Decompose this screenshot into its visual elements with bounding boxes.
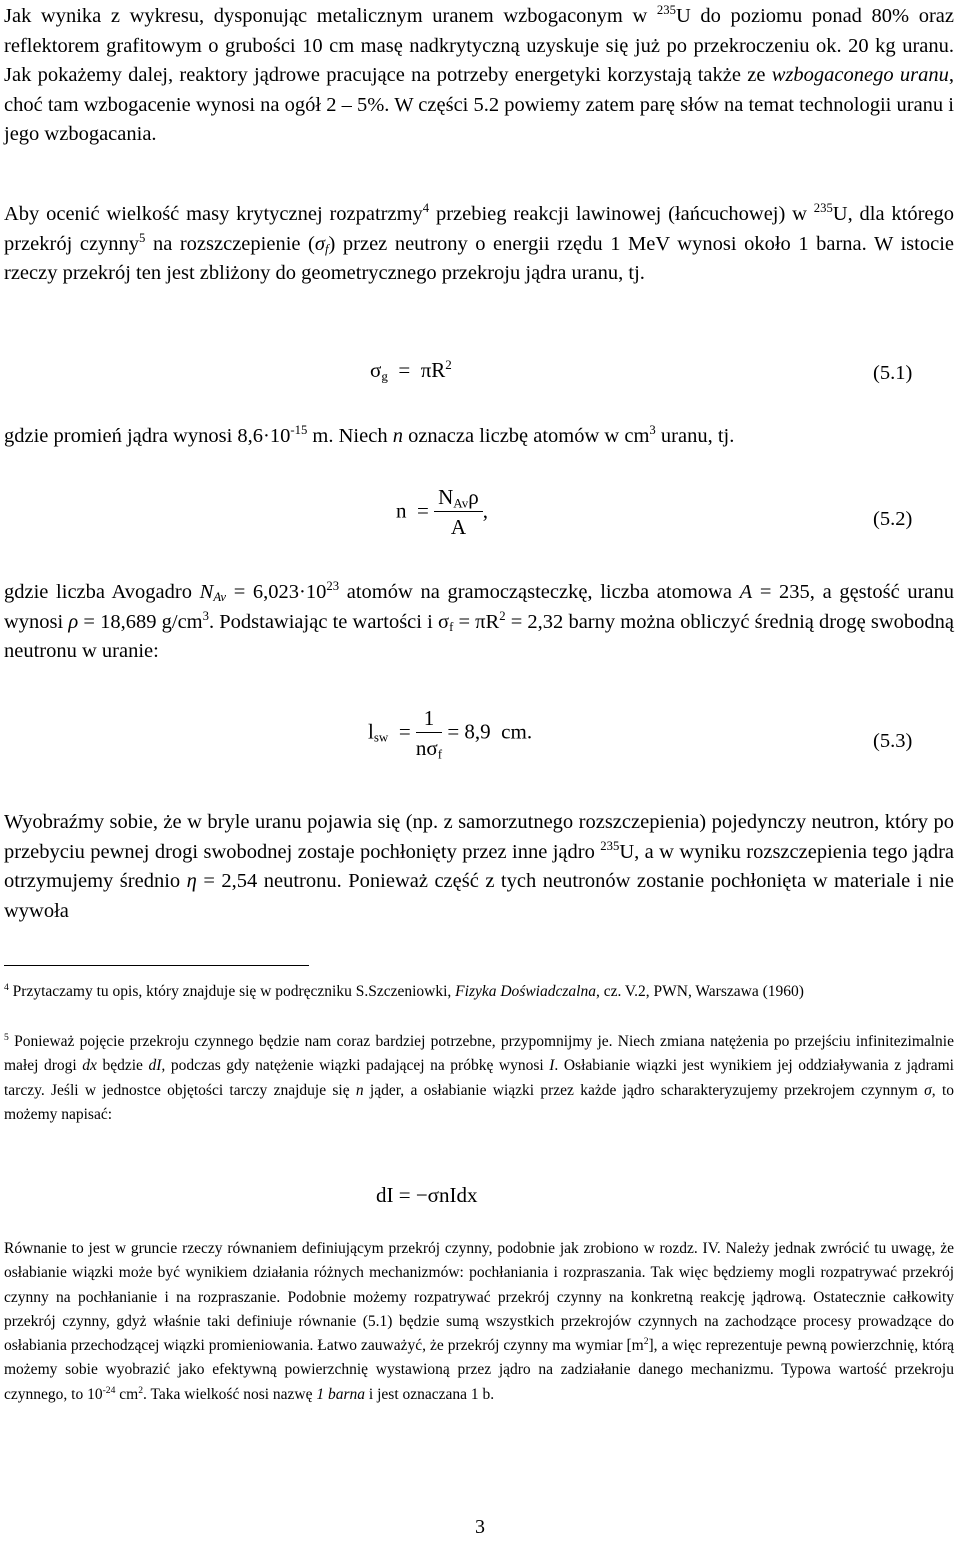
text-run: atomów na gramocząsteczkę, liczba atomowa (339, 581, 740, 603)
footnote-ref-4: 4 (422, 201, 430, 216)
text-run: gdzie liczba Avogadro (4, 581, 200, 603)
equation-number: (5.3) (873, 730, 913, 752)
fraction-denominator (415, 733, 443, 762)
text-run: , choć tam wzbogacenie wynosi na ogół 2 – 5%. W części 5.2 powiemy zatem parę słów na temat technologii uranu i jego wzbogacania. (4, 64, 955, 145)
footnote-separator (4, 965, 309, 966)
eq-subscript: f (437, 746, 443, 762)
text-run: ], a więc reprezentuje pewną powierzchnię, którą możemy sobie wyobrazić jako efektywną powierzchnię wystawioną przez jądro na zadziałanie danego mechanizmu. Typowa wartość przekroju czynnego, to 10 (4, 1337, 954, 1403)
footnote-marker: 4 (4, 982, 9, 994)
text-run: podczas gdy natężenie wiązki padającej na próbkę wynosi (165, 1057, 550, 1075)
variable-n: n (355, 1081, 364, 1099)
footnote-4 (4, 980, 954, 1004)
eq-value: 8,9 (464, 719, 491, 744)
variable-n: n (392, 425, 403, 447)
fraction-denominator: A (450, 515, 466, 539)
superscript: 235 (656, 3, 676, 18)
text-run: U, a w wyniku rozszczepienia tego jądra otrzymujemy średnio (4, 840, 954, 892)
text-run: Aby ocenić wielkość masy krytycznej rozpatrzmy (4, 203, 423, 225)
emphasis-text: wzbogaconego uranu (771, 64, 949, 86)
paragraph-critical-mass (4, 200, 954, 289)
superscript: 2 (643, 1336, 649, 1348)
text-run: U do poziomu ponad 80% oraz reflektorem grafitowym o grubości 10 cm masę nadkrytyczną uzyskuje się już po przekroczeniu ok. 20 kg uranu. Jak pokażemy dalej, reaktory jądrowe pracujące na potrzeby energetyki korzystają także ze (4, 5, 954, 86)
footnote-marker: 5 (4, 1032, 9, 1044)
eq-operator: = (398, 358, 411, 382)
superscript: 2 (138, 1384, 143, 1396)
text-run: gdzie promień jądra wynosi 8,6·10 (4, 425, 291, 447)
superscript: -15 (290, 423, 308, 438)
eq-operator: = (447, 719, 460, 744)
eq-symbol: σ (370, 358, 382, 382)
subscript: f (449, 619, 454, 634)
text-run: cm (115, 1385, 139, 1403)
superscript: 2 (499, 608, 506, 623)
footnote-5 (4, 1030, 954, 1127)
text-run: = 2,32 barny można obliczyć średnią drogę swobodną neutronu w uranie: (4, 610, 954, 662)
text-run: ) przez neutrony o energii rzędu 1 MeV wynosi około 1 barna. W istocie rzeczy przekrój ten jest zbliżony do geometrycznego przekroju jądra uranu, tj. (4, 232, 954, 284)
variable-rho: ρ (68, 610, 79, 633)
subscript: f (325, 241, 329, 256)
fraction-numerator (434, 487, 483, 512)
footnote-5-continued (4, 1237, 954, 1407)
sigma-symbol: σ (438, 610, 450, 633)
eq-subscript: g (381, 368, 388, 384)
text-run: = πR (453, 610, 500, 633)
subscript: Av (213, 590, 227, 605)
text-run: , cz. V.2, PWN, Warszawa (1960) (595, 983, 804, 1000)
text-run: Wyobraźmy sobie, że w bryle uranu pojawia się (np. z samorzutnego rozszczepienia) pojedynczy neutron, który po przebyciu pewnej drogi swobodnej zostaje pochłonięty przez inne jądro (4, 811, 954, 863)
superscript: 3 (649, 423, 656, 438)
emphasis-text: 1 barna (316, 1385, 366, 1403)
eq-symbol: l (368, 719, 374, 744)
text-run: Jak wynika z wykresu, dysponując metalicznym uranem wzbogaconym w (4, 5, 657, 27)
text-run: U, dla którego przekrój czynny (4, 203, 954, 255)
text-run: i jest oznaczana 1 b. (365, 1385, 495, 1403)
text-run: jąder, a osłabianie wiązki przez każde jądro scharakteryzujemy przekrojem czynnym (363, 1081, 925, 1099)
text-run: = 235, a gęstość uranu wynosi (4, 581, 955, 633)
superscript: 23 (326, 579, 340, 594)
equation-attenuation: dI = −σnIdx (376, 1183, 478, 1207)
equation-number: (5.1) (873, 362, 913, 384)
variable-a: A (739, 581, 753, 603)
equation-number: (5.2) (873, 508, 913, 530)
text-run: , to możemy napisać: (4, 1081, 955, 1123)
text-run: . Osłabianie wiązki jest wynikiem jej oddziaływania z jądrami tarczy. Jeśli w jednostce objętości tarczy znajduje się (4, 1057, 954, 1099)
text-run: = 18,689 g/cm (78, 610, 203, 633)
text-run: . Taka wielkość nosi nazwę (142, 1385, 317, 1403)
eq-symbol: N (438, 485, 454, 509)
sigma-symbol: σ (924, 1081, 932, 1099)
variable-di: dI, (148, 1057, 166, 1075)
text-run: Równanie to jest w gruncie rzeczy równaniem definiującym przekrój czynny, podobnie jak zrobiono w rozdz. IV. Należy jednak zwrócić tu uwagę, że osłabianie wiązki może być wynikiem działania różnych mechanizmów: pochłaniania i rozpraszania. Tak więc będziemy mogli rozpatrywać przekrój czynny na pochłanianie i na rozpraszanie. Podobnie możemy rozpatrywać przekrój czynny na konkretną reakcję jądrową. Ostatecznie całkowity przekrój czynny, gdyż właśnie taki definiuje równanie (5.1) będzie sumą wszystkich przekrojów czynnych na zachodzące procesy prowadzące do osłabiania przechodzącej wiązki promieniowania. Łatwo zauważyć, że przekrój czynny ma wymiar [m (4, 1240, 954, 1355)
eq-symbol: ρ (468, 485, 479, 509)
book-title: Fizyka Doświadczalna (455, 983, 596, 1000)
equation-5-2 (396, 487, 488, 538)
eq-symbol: πR (420, 358, 446, 382)
paragraph-avogadro (4, 578, 954, 667)
variable-i: I (549, 1057, 555, 1075)
superscript: 235 (813, 201, 833, 216)
paragraph-nucleus-radius (4, 422, 954, 452)
text-run: na rozszczepienie ( (145, 232, 315, 255)
text-run: Ponieważ pojęcie przekroju czynnego będzie nam coraz bardziej potrzebne, przypomnijmy je. Niech zmiana natężenia po przejściu infinitezimalnie małej drogi (4, 1033, 954, 1075)
eq-punctuation: , (482, 498, 488, 523)
eq-symbol: n (396, 498, 407, 523)
eq-operator: = (417, 498, 429, 523)
superscript: 235 (600, 838, 620, 853)
page-number: 3 (475, 1516, 485, 1538)
paragraph-intro (4, 2, 954, 150)
text-run: uranu, tj. (655, 425, 735, 447)
fraction (434, 487, 483, 538)
paragraph-chain-reaction (4, 808, 954, 926)
variable-dx: dx (82, 1057, 97, 1075)
text-run: Przytaczamy tu opis, który znajduje się w podręczniku S.Szczeniowki, (8, 983, 456, 1000)
equation-5-1 (370, 356, 452, 384)
fraction-numerator: 1 (416, 708, 442, 733)
text-run: przebieg reakcji lawinowej (łańcuchowej) w (429, 203, 814, 225)
sigma-symbol: σ (314, 232, 325, 255)
variable-n-av: N (199, 581, 214, 603)
eq-symbol: nσ (415, 736, 438, 760)
variable-eta: η (186, 870, 197, 892)
superscript: -24 (102, 1384, 116, 1396)
text-run: będzie (96, 1057, 149, 1075)
eq-operator: = (398, 719, 411, 744)
footnote-ref-5: 5 (139, 230, 146, 245)
eq-subscript: sw (373, 729, 389, 745)
superscript: 3 (202, 608, 209, 623)
text-run: = 6,023·10 (226, 581, 327, 603)
eq-unit: cm. (501, 719, 533, 744)
text-run: oznacza liczbę atomów w cm (402, 425, 650, 447)
equation-5-3 (368, 706, 533, 762)
eq-subscript: Av (453, 495, 469, 511)
text-run: = 2,54 neutronu. Ponieważ część z tych neutronów zostanie pochłonięta w materiale i nie wywoła (4, 870, 954, 922)
text-run: . Podstawiając te wartości i (208, 610, 438, 633)
text-run: m. Niech (307, 425, 393, 447)
fraction (415, 706, 443, 762)
eq-superscript: 2 (445, 356, 452, 372)
